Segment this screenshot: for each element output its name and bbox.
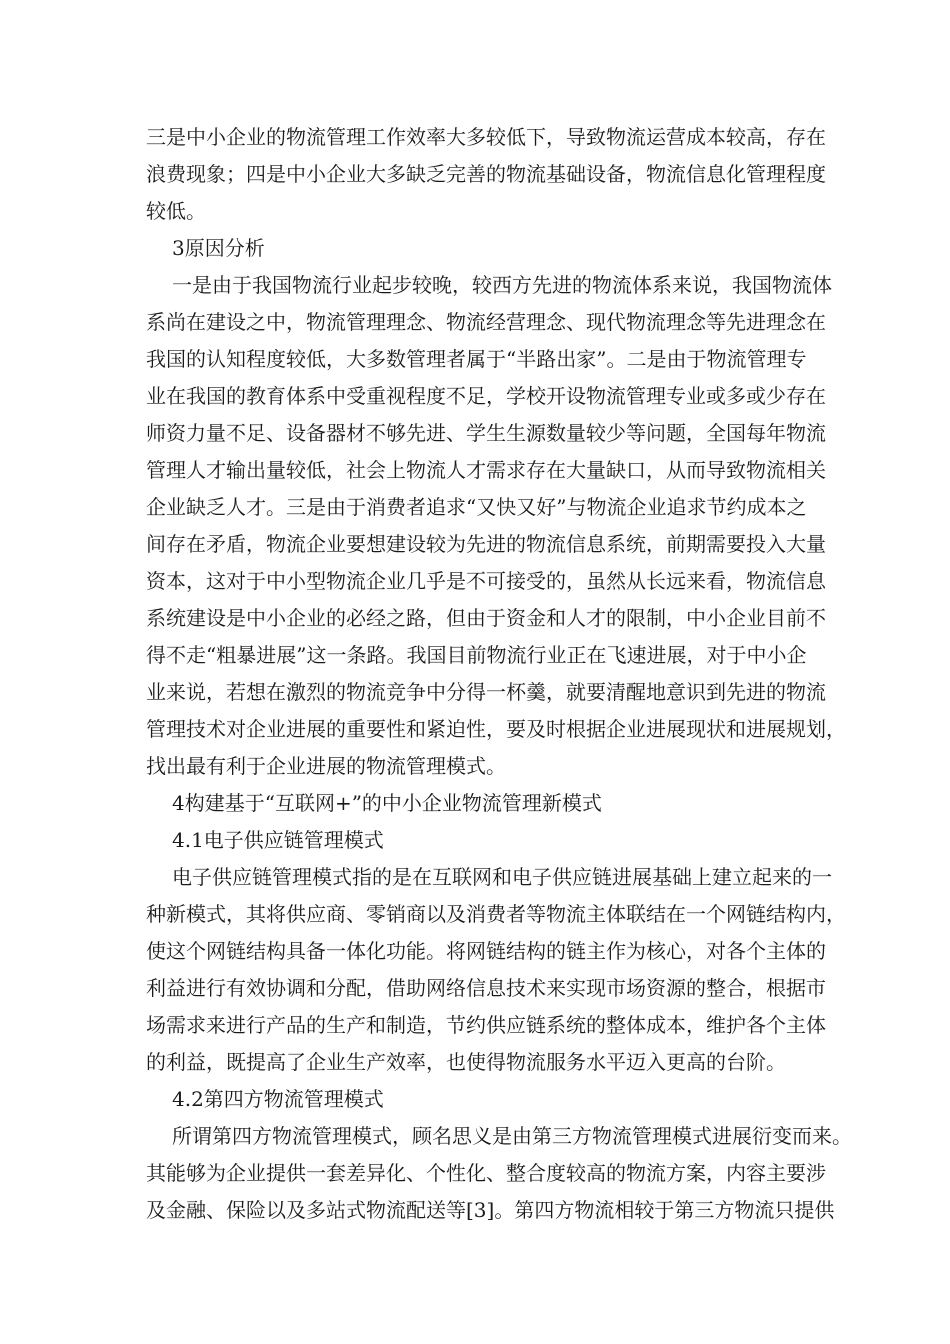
text-line: 资本，这对于中小型物流企业几乎是不可接受的，虽然从长远来看，物流信息 (146, 569, 826, 593)
text-line: 管理技术对企业进展的重要性和紧迫性，要及时根据企业进展现状和进展规划， (146, 717, 846, 741)
subsection-heading: 4.2第四方物流管理模式 (172, 1087, 384, 1111)
text-line: 一是由于我国物流行业起步较晚，较西方先进的物流体系来说，我国物流体 (172, 273, 832, 297)
text-line: 我国的认知程度较低，大多数管理者属于“半路出家”。二是由于物流管理专 (146, 347, 807, 371)
text-line: 的利益，既提高了企业生产效率，也使得物流服务水平迈入更高的台阶。 (146, 1050, 786, 1074)
text-line: 种新模式，其将供应商、零销商以及消费者等物流主体联结在一个网链结构内， (146, 902, 846, 926)
section-heading: 4构建基于“互联网+”的中小企业物流管理新模式 (172, 791, 602, 815)
text-line: 系统建设是中小企业的必经之路，但由于资金和人才的限制，中小企业目前不 (146, 606, 826, 630)
text-line: 及金融、保险以及多站式物流配送等[3]。第四方物流相较于第三方物流只提供 (146, 1198, 835, 1222)
text-line: 利益进行有效协调和分配，借助网络信息技术来实现市场资源的整合，根据市 (146, 976, 826, 1000)
text-line: 找出最有利于企业进展的物流管理模式。 (146, 754, 506, 778)
text-line: 得不走“粗暴进展”这一条路。我国目前物流行业正在飞速进展，对于中小企 (146, 643, 807, 667)
text-line: 电子供应链管理模式指的是在互联网和电子供应链进展基础上建立起来的一 (172, 865, 832, 889)
text-line: 管理人才输出量较低，社会上物流人才需求存在大量缺口，从而导致物流相关 (146, 458, 826, 482)
text-line: 业在我国的教育体系中受重视程度不足，学校开设物流管理专业或多或少存在 (146, 384, 826, 408)
section-heading: 3原因分析 (172, 236, 265, 260)
text-line: 其能够为企业提供一套差异化、个性化、整合度较高的物流方案，内容主要涉 (146, 1161, 826, 1185)
text-line: 使这个网链结构具备一体化功能。将网链结构的链主作为核心，对各个主体的 (146, 939, 826, 963)
text-line: 间存在矛盾，物流企业要想建设较为先进的物流信息系统，前期需要投入大量 (146, 532, 826, 556)
text-line: 场需求来进行产品的生产和制造，节约供应链系统的整体成本，维护各个主体 (146, 1013, 826, 1037)
text-line: 业来说，若想在激烈的物流竞争中分得一杯羹，就要清醒地意识到先进的物流 (146, 680, 826, 704)
text-line: 企业缺乏人才。三是由于消费者追求“又快又好”与物流企业追求节约成本之 (146, 495, 807, 519)
text-line: 浪费现象；四是中小企业大多缺乏完善的物流基础设备，物流信息化管理程度 (146, 162, 826, 186)
text-line: 三是中小企业的物流管理工作效率大多较低下，导致物流运营成本较高，存在 (146, 125, 826, 149)
text-line: 师资力量不足、设备器材不够先进、学生生源数量较少等问题，全国每年物流 (146, 421, 826, 445)
subsection-heading: 4.1电子供应链管理模式 (172, 828, 384, 852)
text-line: 较低。 (146, 199, 206, 223)
text-line: 所谓第四方物流管理模式，顾名思义是由第三方物流管理模式进展衍变而来。 (172, 1124, 852, 1148)
text-line: 系尚在建设之中，物流管理理念、物流经营理念、现代物流理念等先进理念在 (146, 310, 826, 334)
